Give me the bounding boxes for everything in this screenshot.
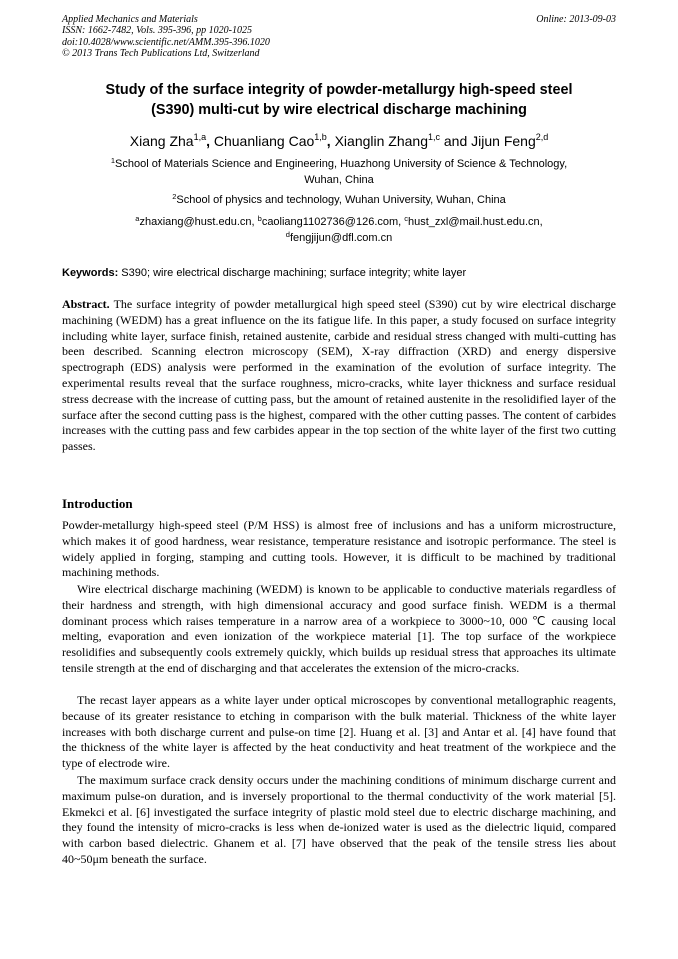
journal-name: Applied Mechanics and Materials [62,14,198,25]
author-name: Xiang Zha [129,133,194,149]
intro-paragraph-1: Powder-metallurgy high-speed steel (P/M HSS) is almost free of inclusions and has a uniform microstructure, which makes it of good hardness, wear resistance, temperature resistance and isotropic performance. The steel is widely applied in forging, stamping and cutting tools. However, it is difficult to be machined by traditional machining methods. [62,518,616,580]
title-line-1: Study of the surface integrity of powder-metallurgy high-speed steel [105,82,573,98]
affiliation-text: School of physics and technology, Wuhan University, Wuhan, China [176,194,506,206]
author-affiliation-marker: 1,c [427,132,440,142]
affiliation-marker: 1 [110,156,116,165]
affiliation-marker: 2 [172,192,177,201]
header-left [62,14,616,59]
title-line-2: (S390) multi-cut by wire electrical discharge machining [151,102,527,118]
issn-line: ISSN: 1662-7482, Vols. 395-396, pp 1020-1025 [62,25,252,37]
online-date: Online: 2013-09-03 [536,14,616,25]
email-address[interactable]: zhaxiang@hust.edu.cn, [139,216,258,228]
abstract-label: Abstract. [62,297,110,311]
author-name: Xianglin Zhang [334,133,428,149]
introduction-heading: Introduction [62,496,133,511]
email-marker: a [135,214,140,223]
author-affiliation-marker: 1,b [314,132,327,142]
keywords-label: Keywords: [62,267,119,279]
affiliation-1 [62,156,616,188]
author-list [62,131,616,151]
author-separator: , [326,133,335,149]
journal-header [62,14,616,59]
author-separator: and [440,133,472,149]
doi-line: doi:10.4028/www.scientific.net/AMM.395-396.1020 [62,36,270,48]
email-marker: b [257,214,262,223]
author-name: Jijun Feng [471,133,536,149]
email-address[interactable]: caoliang1102736@126.com, [261,216,405,228]
abstract-text: The surface integrity of powder metallurgical high speed steel (S390) cut by wire electrical discharge machining (WEDM) has a great influence on the its fatigue life. In this paper, a study focused on surface integrity including white layer, surface finish, retained austenite, carbide and residual stress changed with multi-cutting has been described. Scanning electron microscopy (SEM), X-ray diffraction (XRD) and energy dispersive spectrograph (EDS) analysis were performed in the examination of the evolution of surface integrity. The experimental results reveal that the surface roughness, micro-cracks, white layer thickness and surface residual stress decrease with the increase of cutting pass, but the amount of retained austenite in the resolidified layer of the surface after the second cutting pass is the highest, compared with the other cutting passes. The content of carbides increases with the cutting pass and few carbides appear in the top section of the white layer of the first two cutting passes. [62,297,616,454]
affiliation-text: School of Materials Science and Engineering, Huazhong University of Science & Technology, [115,158,568,170]
author-affiliation-marker: 2,d [535,132,549,142]
keywords [62,265,616,281]
author-separator: , [206,133,214,149]
email-address[interactable]: hust_zxl@mail.hust.edu.cn, [408,216,543,228]
affiliation-text: Wuhan, China [304,174,374,186]
author-affiliation-marker: 1,a [193,132,207,142]
abstract [62,297,616,455]
email-marker: d [285,230,290,239]
email-address[interactable]: fengjijun@dfl.com.cn [289,232,393,244]
author-name: Chuanliang Cao [213,133,315,149]
intro-paragraph-4: The maximum surface crack density occurs under the machining conditions of minimum discharge current and maximum pulse-on duration, and is inversely proportional to the thermal conductivity of the work material [5]. Ekmekci et al. [6] investigated the surface integrity of plastic mold steel due to electric discharge machining, and they found the intensity of micro-cracks is less when de-ionized water is used as the dielectric liquid, compared with carbon based dielectric. Ghanem et al. [7] have observed that the peak of the tensile stress lies about 40~50μm beneath the surface. [62,773,616,866]
email-marker: c [404,214,409,223]
author-emails [62,214,616,246]
intro-paragraph-2: Wire electrical discharge machining (WEDM) is known to be applicable to conductive materials regardless of their hardness and strength, with high dimensional accuracy and good surface finish. WEDM is a thermal dominant process which raises temperature in a narrow area of a workpiece to 3000~10, 000 ℃ causing local melting, evaporation and even ionization of the workpiece material [1]. The top surface of the workpiece resolidifies and subsequently cools extremely quickly, which builds up residual stress that approaches its ultimate tensile strength at the end of discharging and that accelerates the extension of the micro-cracks. [62,582,616,675]
paper-title [62,80,616,120]
intro-paragraph-3: The recast layer appears as a white layer under optical microscopes by conventional metallographic reagents, because of its greater resistance to etching in comparison with the bulk material. Thickness of the white layer increases with both discharge current and pulse-on time [2]. Huang et al. [3] and Antar et al. [4] have found that the thickness of the white layer is affected by the heat conductivity and heat treatment of the workpiece and the type of electrode wire. [62,693,616,771]
keywords-text: S390; wire electrical discharge machining; surface integrity; white layer [118,267,467,279]
affiliation-2 [62,192,616,208]
copyright-line: © 2013 Trans Tech Publications Ltd, Switzerland [62,47,260,59]
